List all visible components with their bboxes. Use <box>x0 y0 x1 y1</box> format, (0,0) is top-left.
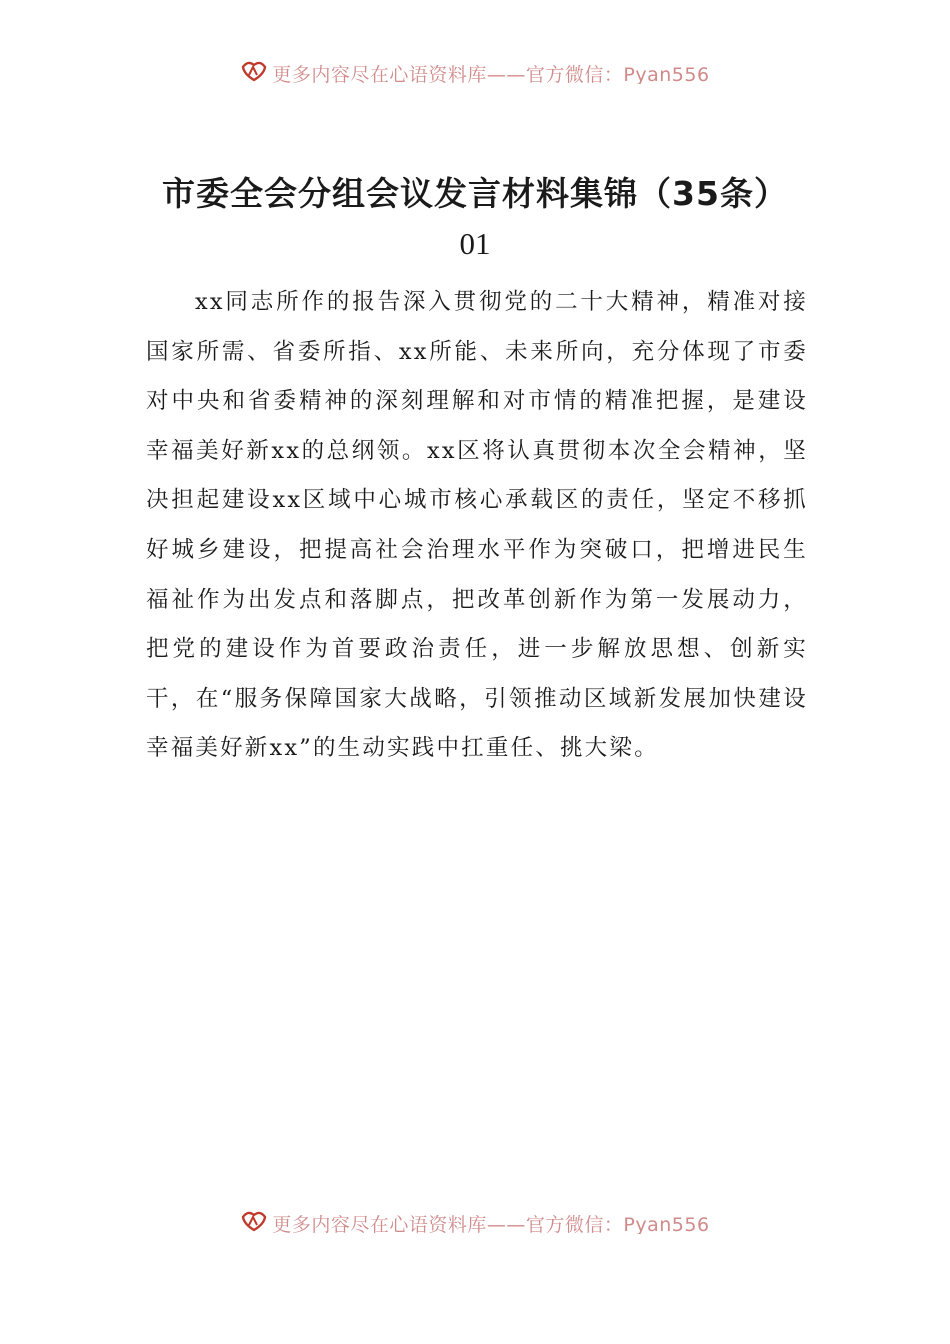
logo-icon <box>240 1208 268 1232</box>
logo-icon <box>240 58 268 82</box>
footer-watermark <box>0 1206 950 1234</box>
section-number: 01 <box>459 226 491 261</box>
footer-watermark-text: 更多内容尽在心语资料库——官方微信：Pyan556 <box>272 1213 710 1234</box>
header-watermark-text: 更多内容尽在心语资料库——官方微信：Pyan556 <box>272 63 710 84</box>
document-title: 市委全会分组会议发言材料集锦（35条） <box>162 174 788 213</box>
header-watermark <box>0 56 950 84</box>
body-paragraph: xx同志所作的报告深入贯彻党的二十大精神，精准对接国家所需、省委所指、xx所能、未来所向，充分体现了市委对中央和省委精神的深刻理解和对市情的精准把握，是建设幸福美好新xx的总纲领。xx区将认真贯彻本次全会精神，坚决担起建设xx区域中心城市核心承载区的责任，坚定不移抓好城乡建设，把提高社会治理水平作为突破口，把增进民生福祉作为出发点和落脚点，把改革创新作为第一发展动力，把党的建设作为首要政治责任，进一步解放思想、创新实干，在“服务保障国家大战略，引领推动区域新发展加快建设幸福美好新xx”的生动实践中扛重任、挑大梁。 <box>146 289 808 762</box>
